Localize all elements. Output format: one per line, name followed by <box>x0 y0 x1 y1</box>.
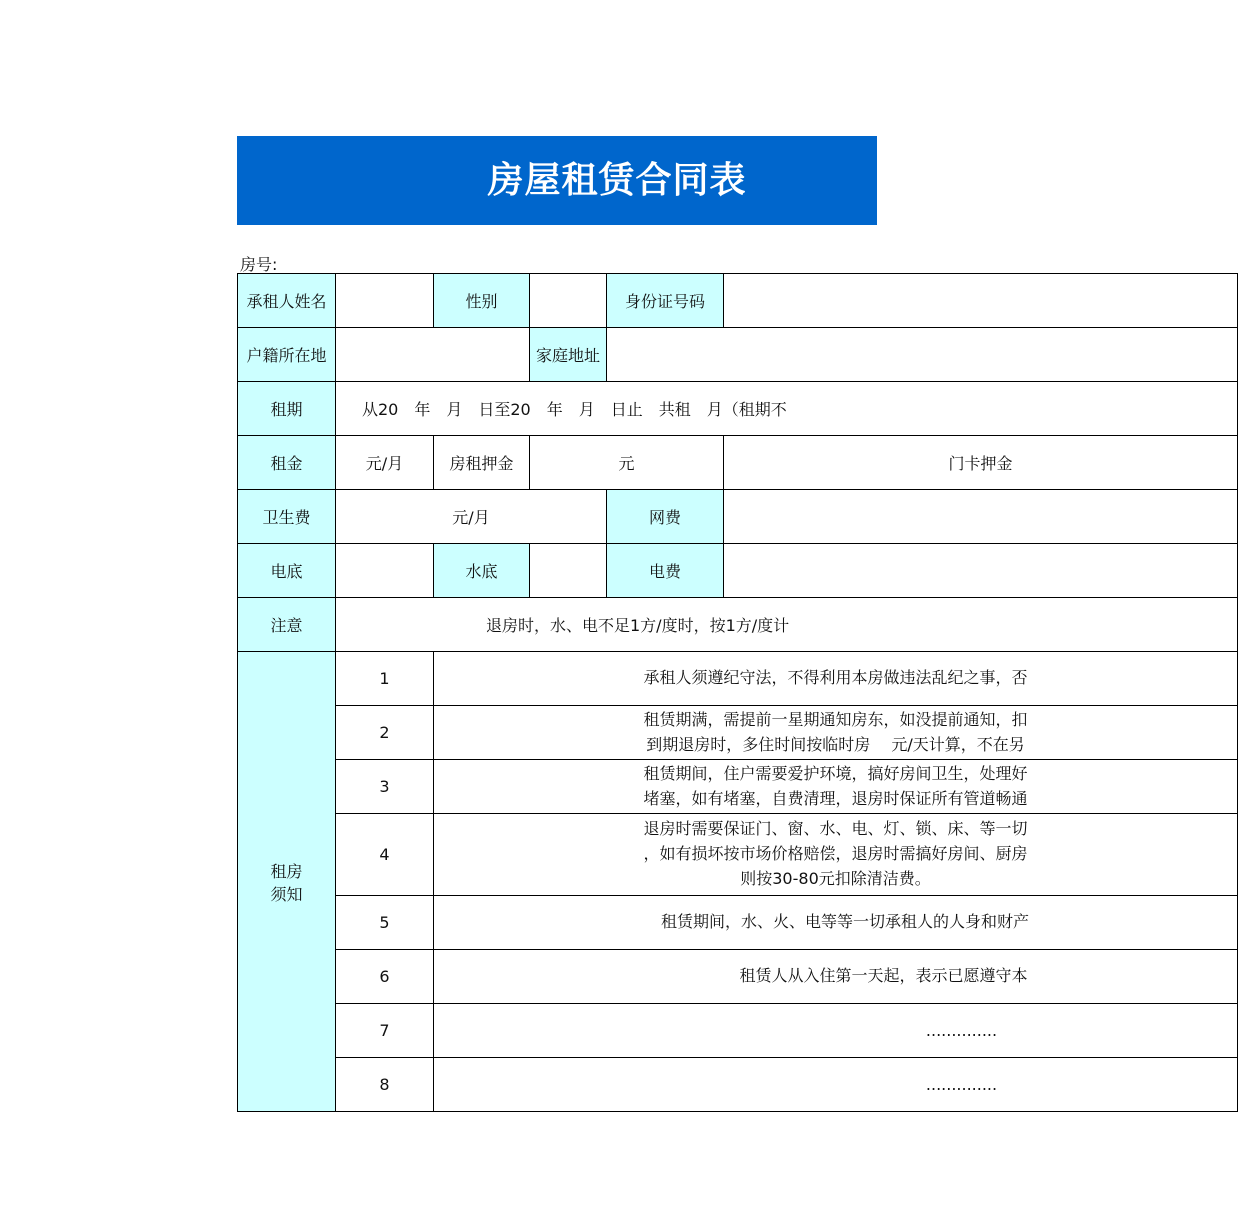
id-number-cell[interactable] <box>724 274 1238 328</box>
rule-number: 2 <box>336 706 434 760</box>
sanitation-cell[interactable]: 元/月 <box>336 490 607 544</box>
gender-label: 性别 <box>434 274 530 328</box>
rule-text <box>434 950 1238 1004</box>
rent-cell[interactable]: 元/月 <box>336 436 434 490</box>
rule-number: 4 <box>336 814 434 896</box>
rule-number: 3 <box>336 760 434 814</box>
internet-label: 网费 <box>607 490 724 544</box>
rule-text <box>434 1004 1238 1058</box>
rule-line: 退房时需要保证门、窗、水、电、灯、锁、床、等一切 <box>643 819 1028 839</box>
water-base-label: 水底 <box>434 544 530 598</box>
row-address <box>238 328 1238 382</box>
card-deposit-label: 门卡押金 <box>724 436 1238 490</box>
rules-label-line1: 租房 <box>270 861 303 881</box>
rule-number: 8 <box>336 1058 434 1112</box>
lease-term-text: 从20 年 月 日至20 年 月 日止 共租 月（租期不 <box>362 400 787 419</box>
row-lease-term <box>238 382 1238 436</box>
row-sanitation <box>238 490 1238 544</box>
home-address-label: 家庭地址 <box>530 328 607 382</box>
deposit-cell[interactable]: 元 <box>530 436 724 490</box>
id-number-label: 身份证号码 <box>607 274 724 328</box>
rule-row <box>238 1004 1238 1058</box>
water-base-cell[interactable] <box>530 544 607 598</box>
rules-label-line2: 须知 <box>270 884 303 904</box>
rule-number: 6 <box>336 950 434 1004</box>
contract-table-viewport <box>237 273 1029 1116</box>
title-banner <box>237 136 877 225</box>
rules-label <box>238 652 336 1112</box>
rule-row <box>238 652 1238 706</box>
elec-fee-cell[interactable] <box>724 544 1238 598</box>
rent-label: 租金 <box>238 436 336 490</box>
lease-term-cell[interactable] <box>336 382 1238 436</box>
rule-text <box>434 1058 1238 1112</box>
rule-line: 堵塞，如有堵塞，自费清理，退房时保证所有管道畅通 <box>643 788 1028 808</box>
rule-line: 租赁期满，需提前一星期通知房东，如没提前通知，扣 <box>643 709 1028 729</box>
tenant-name-cell[interactable] <box>336 274 434 328</box>
household-cell[interactable] <box>336 328 530 382</box>
sanitation-label: 卫生费 <box>238 490 336 544</box>
contract-table <box>237 273 1238 1112</box>
rule-text <box>434 896 1238 950</box>
row-meters <box>238 544 1238 598</box>
elec-base-label: 电底 <box>238 544 336 598</box>
page-title: 房屋租赁合同表 <box>487 160 747 201</box>
row-notice <box>238 598 1238 652</box>
rule-line: .............. <box>925 1075 998 1094</box>
deposit-label: 房租押金 <box>434 436 530 490</box>
tenant-name-label: 承租人姓名 <box>238 274 336 328</box>
rule-line: 租赁人从入住第一天起，表示已愿遵守本 <box>739 966 1028 986</box>
rule-line: ，如有损坏按市场价格赔偿，退房时需搞好房间、厨房 <box>643 844 1028 864</box>
rule-line: 租赁期间，住户需要爱护环境，搞好房间卫生，处理好 <box>643 763 1028 783</box>
household-label: 户籍所在地 <box>238 328 336 382</box>
rule-line: 到期退房时，多住时间按临时房 元/天计算，不在另 <box>646 734 1025 754</box>
rule-text <box>434 814 1238 896</box>
notice-text: 退房时，水、电不足1方/度时，按1方/度计 <box>486 616 790 635</box>
rule-row <box>238 1058 1238 1112</box>
elec-fee-label: 电费 <box>607 544 724 598</box>
rule-line: .............. <box>925 1021 998 1040</box>
notice-label: 注意 <box>238 598 336 652</box>
rule-line: 则按30-80元扣除清洁费。 <box>740 868 931 888</box>
rule-text <box>434 760 1238 814</box>
internet-cell[interactable] <box>724 490 1238 544</box>
notice-cell <box>336 598 1238 652</box>
rule-row <box>238 814 1238 896</box>
gender-cell[interactable] <box>530 274 607 328</box>
rule-text <box>434 706 1238 760</box>
rule-row <box>238 896 1238 950</box>
lease-term-label: 租期 <box>238 382 336 436</box>
rule-row <box>238 950 1238 1004</box>
rule-number: 7 <box>336 1004 434 1058</box>
rule-number: 5 <box>336 896 434 950</box>
rule-row <box>238 706 1238 760</box>
rule-text <box>434 652 1238 706</box>
rule-line: 承租人须遵纪守法，不得利用本房做违法乱纪之事，否 <box>643 668 1028 688</box>
row-tenant <box>238 274 1238 328</box>
elec-base-cell[interactable] <box>336 544 434 598</box>
row-rent <box>238 436 1238 490</box>
rule-line: 租赁期间，水、火、电等等一切承租人的人身和财产 <box>660 912 1029 932</box>
home-address-cell[interactable] <box>607 328 1238 382</box>
rule-number: 1 <box>336 652 434 706</box>
room-number-label: 房号: <box>240 255 278 274</box>
rule-row <box>238 760 1238 814</box>
